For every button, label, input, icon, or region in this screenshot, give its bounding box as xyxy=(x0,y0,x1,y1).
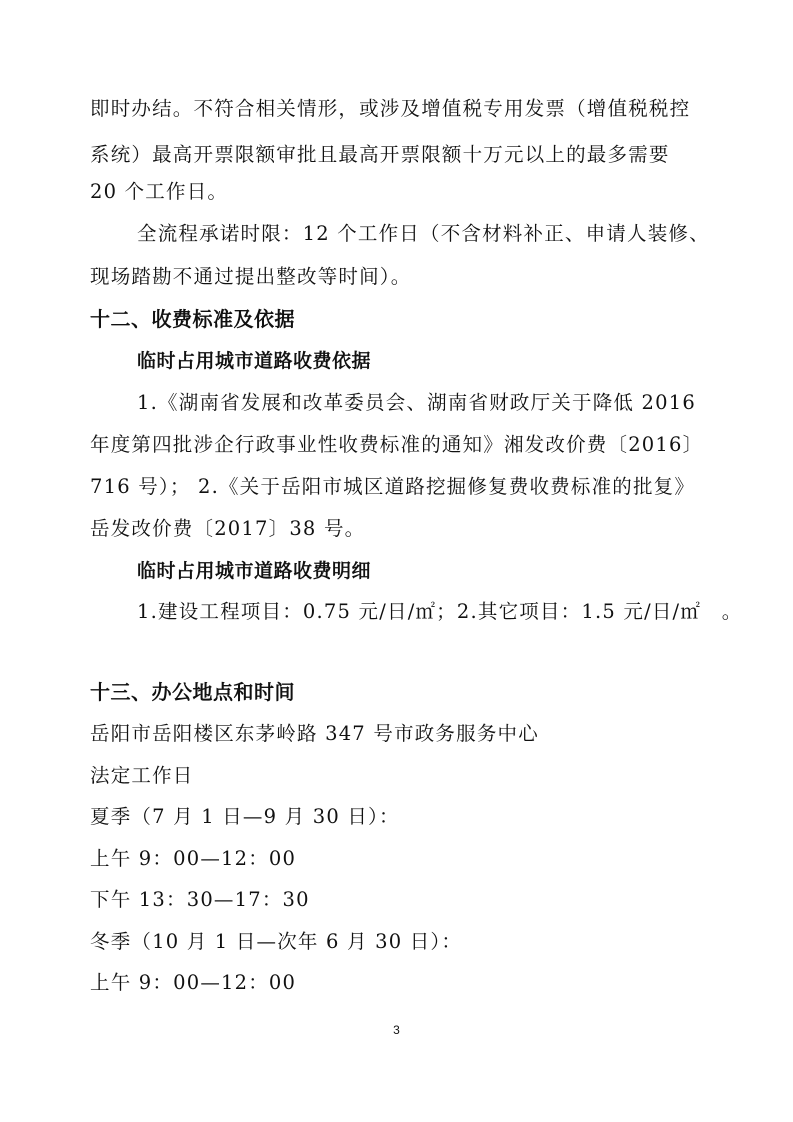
section-heading-fees: 十二、收费标准及依据 xyxy=(90,307,295,331)
winter-hours-label: 冬季（10 月 1 日—次年 6 月 30 日）： xyxy=(90,930,463,953)
paragraph-line: 系统）最高开票限额审批且最高开票限额十万元以上的最多需要 xyxy=(90,143,670,166)
page-number: 3 xyxy=(393,1023,400,1037)
promise-time-line: 现场踏勘不通过提出整改等时间）。 xyxy=(90,265,412,288)
fee-basis-line: 1.《湖南省发展和改革委员会、湖南省财政厅关于降低 2016 xyxy=(137,391,696,414)
promise-time-line: 全流程承诺时限：12 个工作日（不含材料补正、申请人装修、 xyxy=(137,222,710,245)
paragraph-line: 即时办结。不符合相关情形，或涉及增值税专用发票（增值税税控 xyxy=(90,97,691,120)
fee-basis-line: 716 号）； 2.《关于岳阳市城区道路挖掘修复费收费标准的批复》 xyxy=(90,475,696,498)
summer-afternoon-hours: 下午 13：30—17：30 xyxy=(90,888,310,911)
subheading-fee-detail: 临时占用城市道路收费明细 xyxy=(137,560,372,582)
fee-basis-line: 岳发改价费〔2017〕38 号。 xyxy=(90,517,366,540)
summer-morning-hours: 上午 9：00—12：00 xyxy=(90,847,297,870)
workday-label: 法定工作日 xyxy=(90,764,194,787)
summer-hours-label: 夏季（7 月 1 日—9 月 30 日）： xyxy=(90,805,400,828)
section-heading-office: 十三、办公地点和时间 xyxy=(90,680,295,704)
office-address: 岳阳市岳阳楼区东茅岭路 347 号市政务服务中心 xyxy=(90,722,539,745)
winter-morning-hours: 上午 9：00—12：00 xyxy=(90,971,297,994)
fee-basis-line: 年度第四批涉企行政事业性收费标准的通知》湘发改价费〔2016〕 xyxy=(90,433,704,456)
fee-detail-line: 1.建设工程项目：0.75 元/日/㎡；2.其它项目：1.5 元/日/㎡ 。 xyxy=(137,600,743,623)
paragraph-line: 20 个工作日。 xyxy=(90,180,229,203)
subheading-fee-basis: 临时占用城市道路收费依据 xyxy=(137,350,372,372)
